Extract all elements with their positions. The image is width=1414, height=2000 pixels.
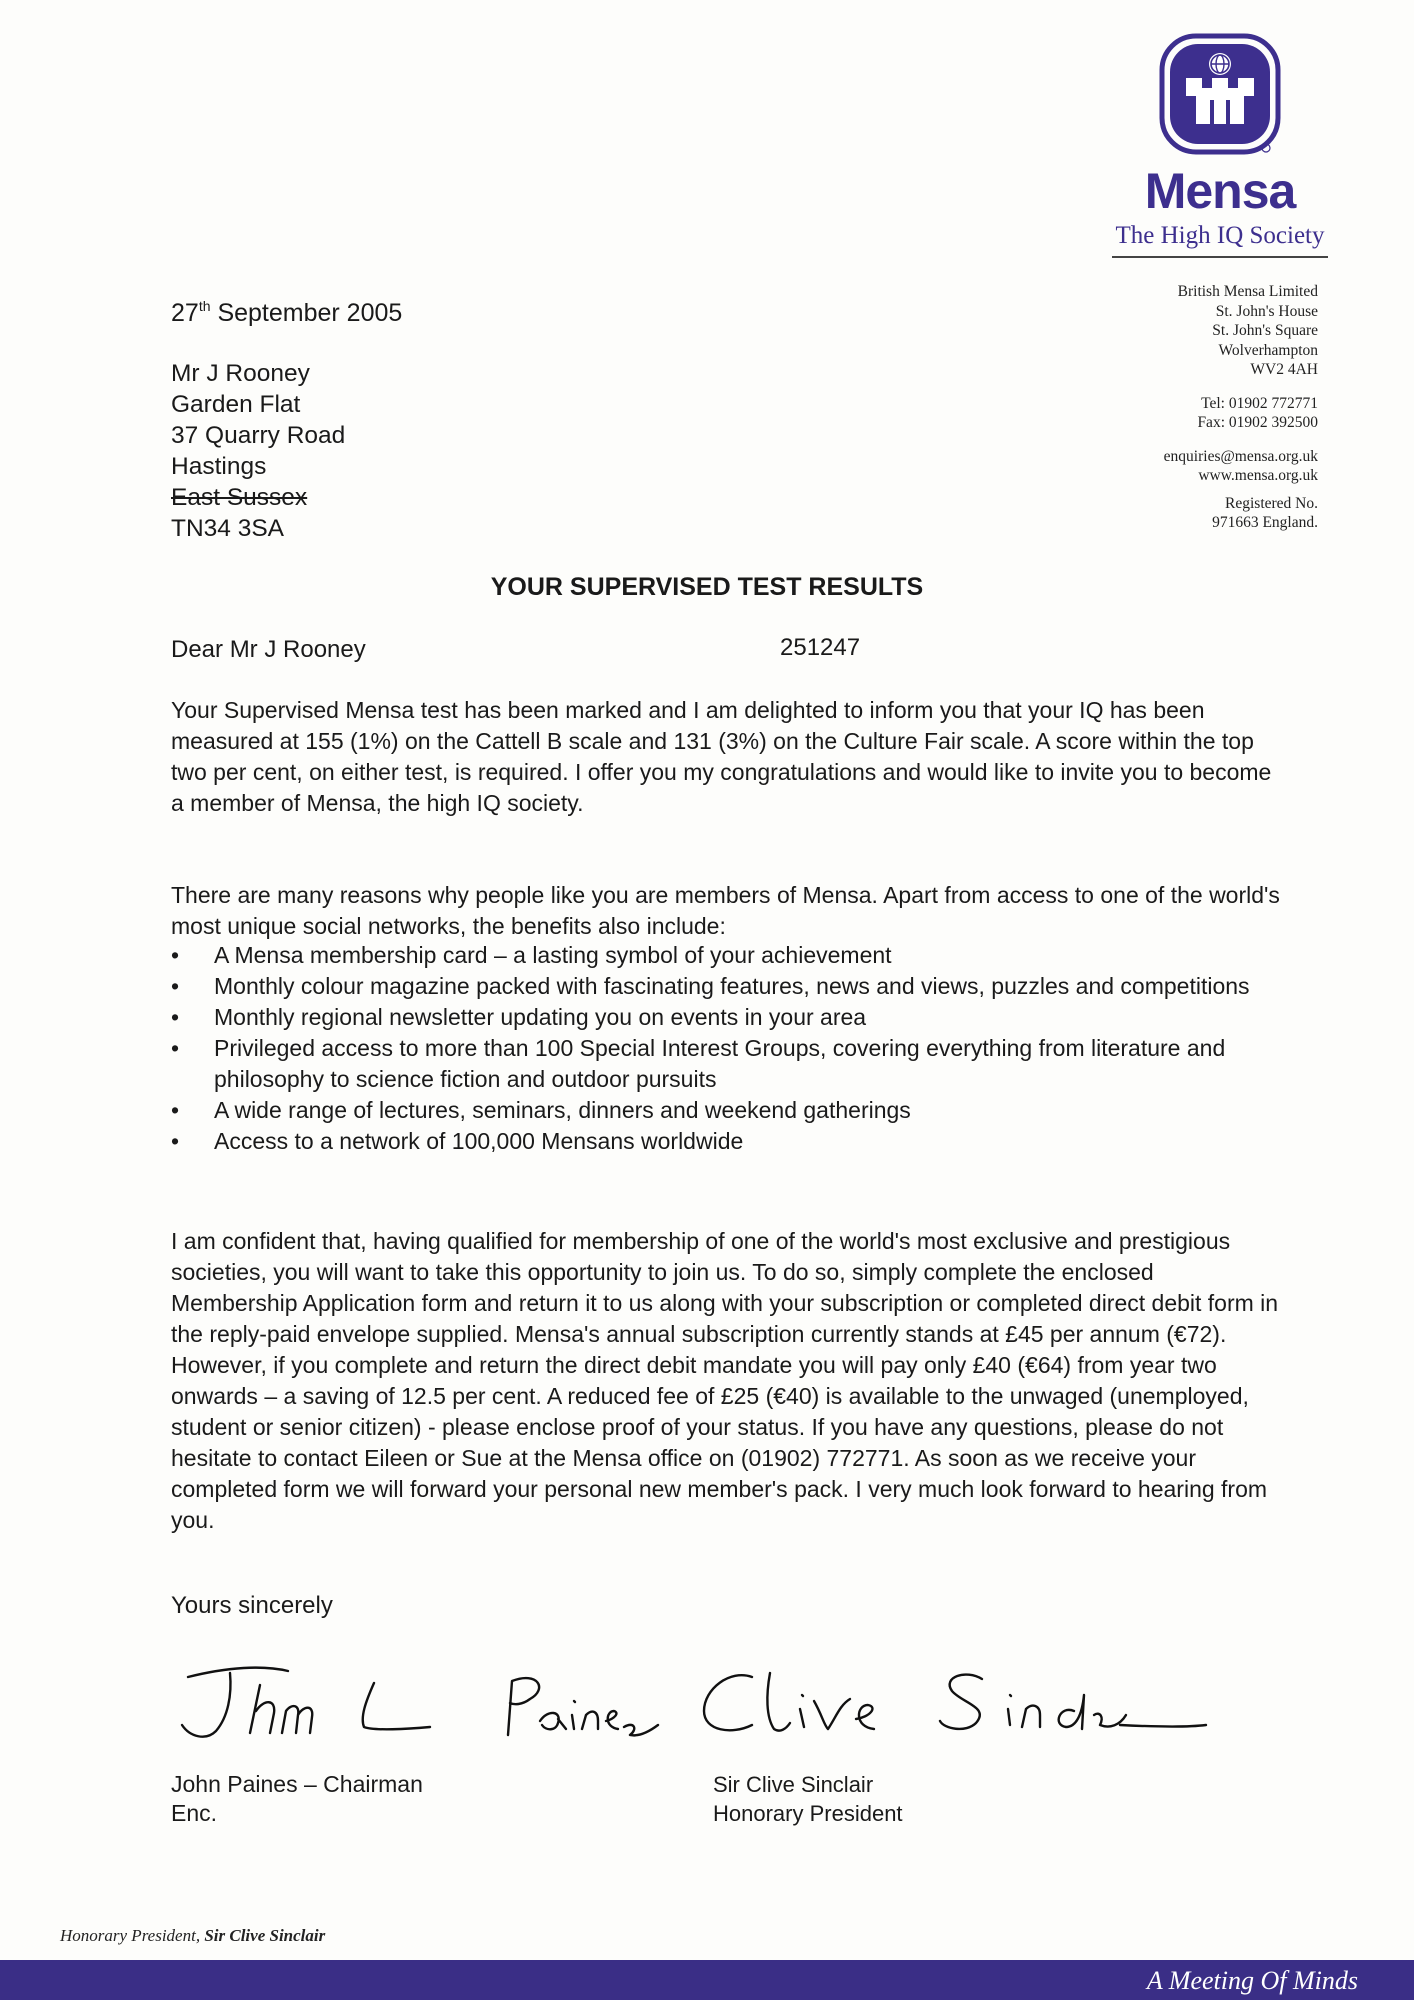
company-line: Wolverhampton	[1218, 341, 1318, 359]
letter-heading: YOUR SUPERVISED TEST RESULTS	[490, 573, 924, 601]
company-fax: Fax: 01902 392500	[1197, 414, 1318, 431]
address-line: Garden Flat	[171, 391, 301, 418]
company-line: St. John's Square	[1212, 322, 1318, 339]
company-tel: Tel: 01902 772771	[1201, 394, 1318, 412]
reference-number: 251247	[780, 634, 861, 661]
brand-name: Mensa	[1144, 163, 1296, 219]
footer-motto: A Meeting Of Minds	[1146, 1966, 1358, 1995]
company-line: British Mensa Limited	[1177, 283, 1318, 300]
benefits-list	[171, 940, 1281, 1157]
company-registered: Registered No.	[1225, 494, 1318, 512]
list-item: • A wide range of lectures, seminars, dinners and weekend gatherings	[171, 1095, 1281, 1126]
company-registered: 971663 England.	[1212, 514, 1318, 531]
list-item: • A Mensa membership card – a lasting symbol of your achievement	[171, 940, 1281, 971]
list-item: • Privileged access to more than 100 Special Interest Groups, covering everything from literature and philosophy to science fiction and outdoor pursuits	[171, 1033, 1281, 1095]
body-paragraph: I am confident that, having qualified for membership of one of the world's most exclusive and prestigious societies, you will want to take this opportunity to join us. To do so, simply complete the enclosed Membership Application form and return it to us along with your subscription or completed direct debit form in the reply-paid envelope supplied. Mensa's annual subscription currently stands at £45 per annum (€72). However, if you complete and return the direct debit mandate you will pay only £40 (€64) from year two onwards – a saving of 12.5 per cent. A reduced fee of £25 (€40) is available to the unwaged (unemployed, student or senior citizen) - please enclose proof of your status. If you have any questions, please do not hesitate to contact Eileen or Sue at the Mensa office on (01902) 772771. As soon as we receive your completed form we will forward your personal new member's pack. I very much look forward to hearing from you.	[171, 1228, 1279, 1533]
address-line: Mr J Rooney	[171, 360, 310, 387]
signature-john-paines	[168, 1655, 668, 1750]
company-website: www.mensa.org.uk	[1198, 467, 1318, 484]
list-item: • Monthly colour magazine packed with fascinating features, news and views, puzzles and competitions	[171, 971, 1281, 1002]
address-line: East Sussex	[171, 484, 308, 511]
signatory-line: Enc.	[171, 1800, 218, 1826]
list-item: • Monthly regional newsletter updating you on events in your area	[171, 1002, 1281, 1033]
company-email: enquiries@mensa.org.uk	[1163, 447, 1318, 465]
company-line: St. John's House	[1215, 302, 1318, 320]
address-line: TN34 3SA	[171, 515, 285, 542]
signatory-chairman	[171, 1770, 423, 1828]
address-line: Hastings	[171, 453, 267, 480]
footer-note: Honorary President, Sir Clive Sinclair	[60, 1926, 326, 1945]
letterhead-logo	[1095, 30, 1345, 258]
company-line: WV2 4AH	[1250, 361, 1318, 378]
signatory-president	[713, 1770, 903, 1828]
signatory-line: John Paines – Chairman	[171, 1771, 423, 1797]
address-line: 37 Quarry Road	[171, 422, 346, 449]
brand-tagline: The High IQ Society	[1112, 222, 1329, 258]
signatory-line: Sir Clive Sinclair	[713, 1772, 874, 1797]
mensa-logo-icon	[1156, 30, 1284, 158]
body-paragraph: Your Supervised Mensa test has been marked and I am delighted to inform you that your IQ has been measured at 155 (1%) on the Cattell B scale and 131 (3%) on the Culture Fair scale. A score within the top two per cent, on either test, is required. I offer you my congratulations and would like to invite you to become a member of Mensa, the high IQ society.	[171, 697, 1272, 816]
letter-date: 27th September 2005	[171, 298, 403, 327]
signature-clive-sinclair	[690, 1655, 1210, 1750]
salutation: Dear Mr J Rooney	[171, 636, 366, 663]
body-paragraph: There are many reasons why people like you are members of Mensa. Apart from access to one of the world's most unique social networks, the benefits also include:	[171, 882, 1280, 939]
closing: Yours sincerely	[171, 1592, 333, 1619]
signatory-line: Honorary President	[713, 1801, 903, 1826]
list-item: • Access to a network of 100,000 Mensans worldwide	[171, 1126, 1281, 1157]
recipient-address	[171, 358, 1281, 544]
